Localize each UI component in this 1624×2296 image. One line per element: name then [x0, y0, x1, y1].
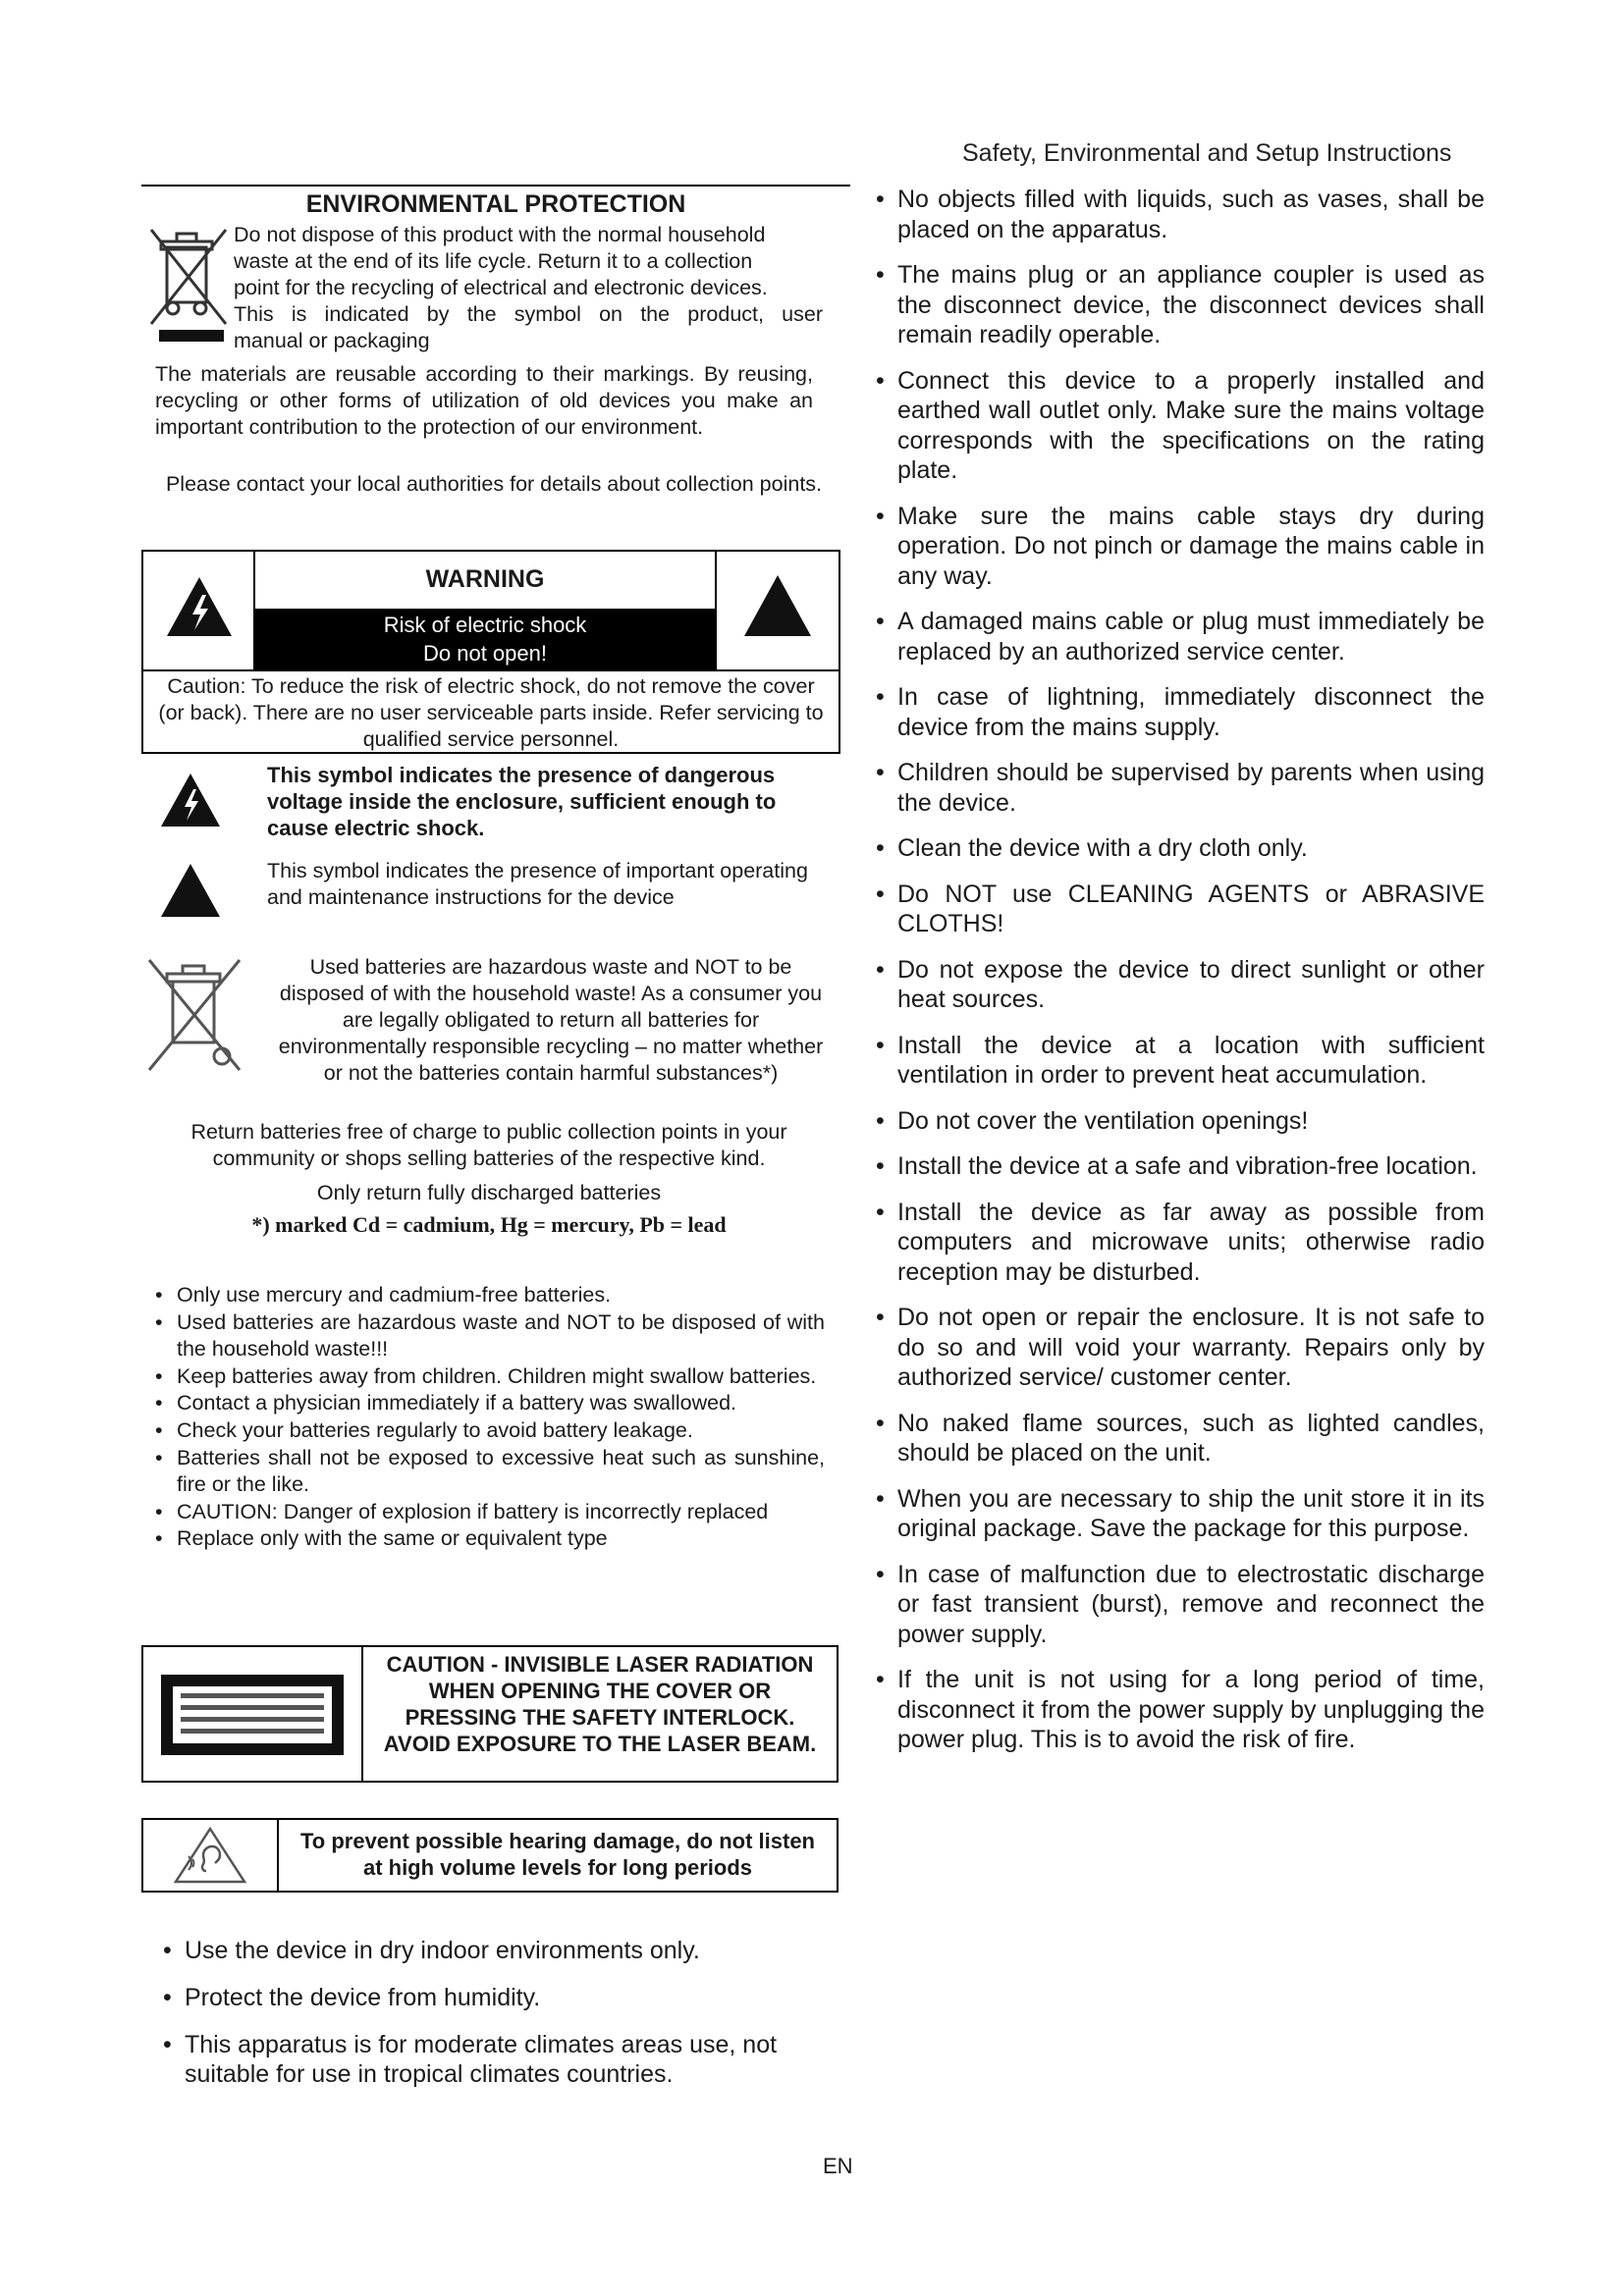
list-item: • In case of lightning, immediately disconnect the device from the mains supply. [860, 682, 1485, 742]
list-item: • Replace only with the same or equivalent type [139, 1525, 825, 1553]
page-header: Safety, Environmental and Setup Instructions [962, 139, 1452, 167]
list-item: • Check your batteries regularly to avoid battery leakage. [139, 1417, 825, 1445]
list-item: • In case of malfunction due to electrostatic discharge or fast transient (burst), remove and reconnect the power supply. [860, 1560, 1485, 1650]
hearing-warning-text: To prevent possible hearing damage, do not listen at high volume levels for long periods [299, 1829, 815, 1880]
list-item: • Connect this device to a properly installed and earthed wall outlet only. Make sure the mains voltage corresponds with the specifications on the rating plate. [860, 366, 1485, 486]
lightning-warning-icon [165, 575, 234, 638]
disposal-text: Do not dispose of this product with the normal household waste at the end of its life cycle. Return it to a collection point for the recycling of electrical and electronic devices. This is indicated by the symbol on the product, user manual or packaging [234, 223, 823, 352]
materials-text: The materials are reusable according to their markings. By reusing, recycling or other forms of utilization of old devices you make an important contribution to the protection of our environment. [155, 362, 813, 439]
ear-warning-icon [173, 1826, 247, 1885]
list-item: • CAUTION: Danger of explosion if battery is incorrectly replaced [139, 1499, 825, 1526]
batteries-hazardous-text: Used batteries are hazardous waste and NOT to be disposed of with the household waste! As a consumer you are legally obligated to return all batteries for environmentally responsible recycling – no matter whether or not the batteries contain harmful substances*) [278, 955, 824, 1085]
list-item: • Batteries shall not be exposed to excessive heat such as sunshine, fire or the like. [139, 1445, 825, 1499]
list-item: • Do NOT use CLEANING AGENTS or ABRASIVE CLOTHS! [860, 880, 1485, 939]
laser-product-label [161, 1675, 344, 1755]
safety-bullet-list [860, 185, 1485, 1755]
list-item: • Install the device at a location with sufficient ventilation in order to prevent heat accumulation. [860, 1031, 1485, 1091]
page-footer-language: EN [823, 2154, 853, 2178]
exclamation-symbol-icon [159, 862, 222, 919]
list-item: • Use the device in dry indoor environments only. [147, 1936, 835, 1965]
list-item: • Keep batteries away from children. Children might swallow batteries. [139, 1363, 825, 1391]
battery-bin-icon [143, 954, 245, 1076]
list-item: • Children should be supervised by parents when using the device. [860, 758, 1485, 818]
warning-caution: Caution: To reduce the risk of electric shock, do not remove the cover (or back). There are no user serviceable parts inside. Refer servicing to qualified service personnel. [143, 669, 839, 753]
laser-caution-text: CAUTION - INVISIBLE LASER RADIATION WHEN OPENING THE COVER OR PRESSING THE SAFETY INTERLOCK. AVOID EXPOSURE TO THE LASER BEAM. [383, 1652, 817, 1756]
warning-title: WARNING [425, 565, 545, 593]
laser-label-line-4 [181, 1729, 324, 1734]
exclamation-warning-icon [742, 573, 813, 638]
list-item: • Do not open or repair the enclosure. It is not safe to do so and will void your warranty. Repairs only by authorized service/ customer center. [860, 1303, 1485, 1393]
list-item: • Only use mercury and cadmium-free batteries. [139, 1282, 825, 1309]
list-item: • No naked flame sources, such as lighted candles, should be placed on the unit. [860, 1409, 1485, 1468]
list-item: • Make sure the mains cable stays dry during operation. Do not pinch or damage the mains cable in any way. [860, 502, 1485, 592]
crossed-bin-icon [143, 222, 236, 346]
list-item: • Do not cover the ventilation openings! [860, 1106, 1485, 1137]
list-item: • Contact a physician immediately if a battery was swallowed. [139, 1390, 825, 1417]
laser-label-line-1 [181, 1693, 324, 1698]
list-item: • Install the device at a safe and vibration-free location. [860, 1151, 1485, 1182]
batteries-marked-text: *) marked Cd = cadmium, Hg = mercury, Pb = lead [251, 1212, 727, 1237]
list-item: • This apparatus is for moderate climates areas use, not suitable for use in tropical climates countries. [147, 2030, 835, 2089]
environmental-title: ENVIRONMENTAL PROTECTION [141, 185, 850, 219]
list-item: • A damaged mains cable or plug must immediately be replaced by an authorized service center. [860, 607, 1485, 667]
list-item: • If the unit is not using for a long period of time, disconnect it from the power supply by unplugging the power plug. This is to avoid the risk of fire. [860, 1665, 1485, 1755]
contact-text: Please contact your local authorities for details about collection points. [165, 472, 823, 496]
warning-black-banner: Risk of electric shock Do not open! [255, 609, 715, 669]
list-item: • Protect the device from humidity. [147, 1983, 835, 2012]
dangerous-voltage-text: This symbol indicates the presence of dangerous voltage inside the enclosure, sufficient enough to cause electric shock. [267, 763, 777, 840]
batteries-discharged-text: Only return fully discharged batteries [316, 1181, 662, 1204]
warning-box [141, 550, 840, 754]
laser-label-line-3 [181, 1717, 324, 1722]
setup-bullet-list [147, 1936, 835, 2089]
laser-label-line-2 [181, 1705, 324, 1710]
hearing-warning-box [141, 1818, 839, 1893]
lightning-symbol-icon [159, 772, 222, 828]
important-instructions-text: This symbol indicates the presence of important operating and maintenance instructions for the device [267, 859, 808, 909]
battery-bullet-list [139, 1282, 825, 1553]
list-item: • Used batteries are hazardous waste and NOT to be disposed of with the household waste!!! [139, 1309, 825, 1363]
list-item: • Clean the device with a dry cloth only. [860, 833, 1485, 864]
list-item: • Install the device as far away as possible from computers and microwave units; otherwise radio reception may be disturbed. [860, 1198, 1485, 1288]
list-item: • When you are necessary to ship the unit store it in its original package. Save the package for this purpose. [860, 1484, 1485, 1544]
batteries-return-text: Return batteries free of charge to public collection points in your community or shops selling batteries of the respective kind. [190, 1120, 787, 1170]
list-item: • The mains plug or an appliance coupler is used as the disconnect device, the disconnect devices shall remain readily operable. [860, 260, 1485, 350]
list-item: • No objects filled with liquids, such as vases, shall be placed on the apparatus. [860, 185, 1485, 244]
list-item: • Do not expose the device to direct sunlight or other heat sources. [860, 955, 1485, 1015]
laser-caution-box [141, 1645, 839, 1783]
